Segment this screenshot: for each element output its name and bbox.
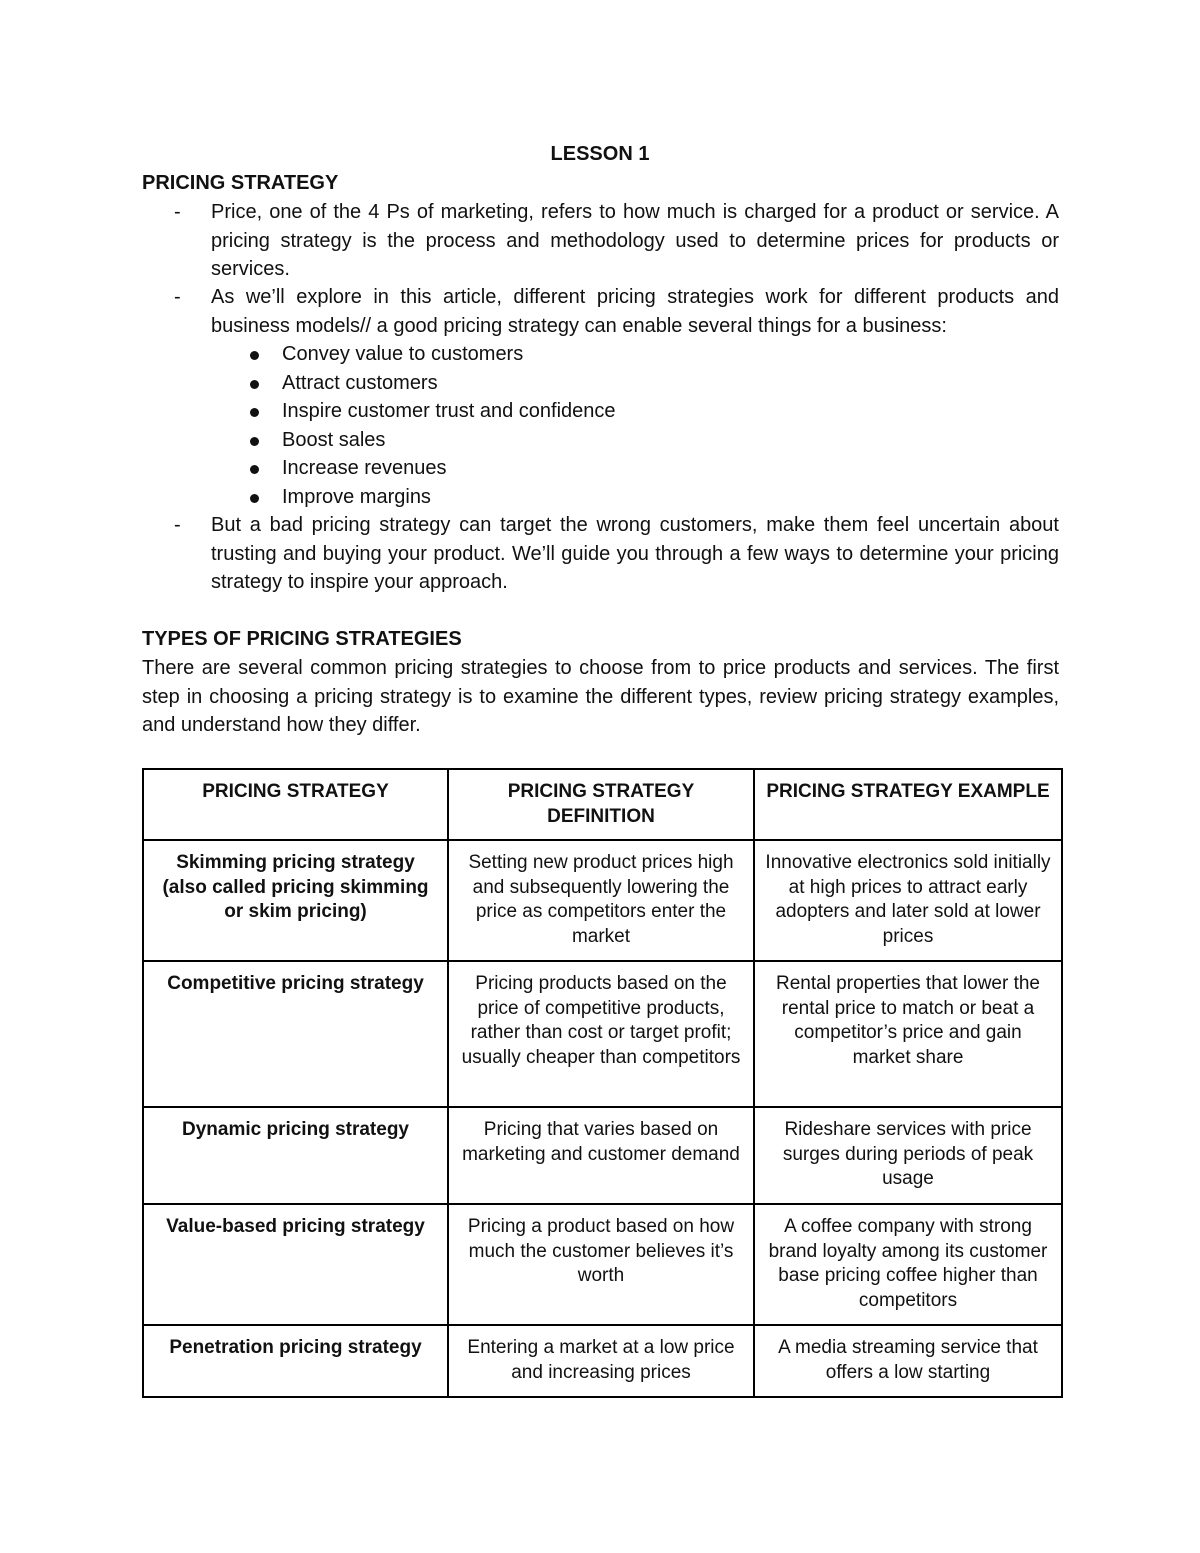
bullet-dot-icon: [250, 380, 259, 389]
dash-item-bad-strategy: [142, 511, 1059, 597]
header-definition: PRICING STRATEGY DEFINITION: [448, 769, 754, 840]
strategy-example-cell: Rideshare services with price surges during periods of peak usage: [754, 1107, 1062, 1204]
dash-marker: -: [174, 201, 181, 223]
bullet-item: [248, 340, 948, 369]
benefits-bullet-list: [248, 340, 948, 512]
bullet-dot-icon: [250, 437, 259, 446]
dash-item-price-definition: [142, 198, 1059, 284]
table-header-row: [143, 769, 1062, 840]
table-row: [143, 961, 1062, 1107]
strategy-example-cell: Rental properties that lower the rental price to match or beat a competitor’s price and gain market share: [754, 961, 1062, 1107]
bullet-item: [248, 369, 948, 398]
bullet-dot-icon: [250, 465, 259, 474]
table-row: [143, 1325, 1062, 1397]
strategy-definition-cell: Setting new product prices high and subsequently lowering the price as competitors enter the market: [448, 840, 754, 961]
strategy-definition-cell: Entering a market at a low price and increasing prices: [448, 1325, 754, 1397]
strategy-definition-cell: Pricing that varies based on marketing and customer demand: [448, 1107, 754, 1204]
types-intro-paragraph: There are several common pricing strategies to choose from to price products and services. The first step in choosing a pricing strategy is to examine the different types, review pricing strategy examples, and understand how they differ.: [142, 657, 1059, 737]
header-strategy: PRICING STRATEGY: [143, 769, 448, 840]
strategy-example-cell: A media streaming service that offers a low starting: [754, 1325, 1062, 1397]
bullet-text: Boost sales: [282, 428, 386, 451]
bullet-text: Increase revenues: [282, 457, 447, 480]
table-row: [143, 840, 1062, 961]
bullet-item: [248, 483, 948, 512]
lesson-title: LESSON 1: [550, 143, 650, 165]
bullet-item: [248, 426, 948, 455]
strategy-name-cell: Penetration pricing strategy: [143, 1325, 448, 1397]
dash-item-benefits-intro: [142, 283, 1059, 340]
bullet-text: Attract customers: [282, 371, 438, 394]
strategy-name-cell: Value-based pricing strategy: [143, 1204, 448, 1325]
strategy-definition-cell: Pricing a product based on how much the customer believes it’s worth: [448, 1204, 754, 1325]
strategy-name-cell: Competitive pricing strategy: [143, 961, 448, 1107]
bullet-dot-icon: [250, 494, 259, 503]
dash-marker: -: [174, 514, 181, 536]
bullet-dot-icon: [250, 408, 259, 417]
bullet-item: [248, 397, 948, 426]
dash-marker: -: [174, 286, 181, 308]
strategy-definition-cell: Pricing products based on the price of competitive products, rather than cost or target profit; usually cheaper than competitors: [448, 961, 754, 1107]
bullet-dot-icon: [250, 351, 259, 360]
table-row: [143, 1107, 1062, 1204]
strategy-example-cell: Innovative electronics sold initially at high prices to attract early adopters and later sold at lower prices: [754, 840, 1062, 961]
strategy-name-cell: Skimming pricing strategy (also called pricing skimming or skim pricing): [143, 840, 448, 961]
bullet-text: Convey value to customers: [282, 343, 524, 365]
dash-item-text: But a bad pricing strategy can target the wrong customers, make them feel uncertain about trusting and buying your product. We’ll guide you through a few ways to determine your pricing strategy to inspire your approach.: [211, 514, 1059, 594]
bullet-text: Inspire customer trust and confidence: [282, 400, 616, 423]
dash-item-text: Price, one of the 4 Ps of marketing, refers to how much is charged for a product or service. A pricing strategy is the process and methodology used to determine prices for products or services.: [211, 201, 1059, 281]
section-heading-types: TYPES OF PRICING STRATEGIES: [142, 628, 462, 650]
strategy-example-cell: A coffee company with strong brand loyalty among its customer base pricing coffee higher than competitors: [754, 1204, 1062, 1325]
table-row: [143, 1204, 1062, 1325]
pricing-strategy-table: [142, 768, 1063, 1398]
bullet-text: Improve margins: [282, 485, 431, 508]
dash-item-text: As we’ll explore in this article, different pricing strategies work for different products and business models// a good pricing strategy can enable several things for a business:: [211, 286, 1059, 337]
strategy-name-cell: Dynamic pricing strategy: [143, 1107, 448, 1204]
section-heading-pricing-strategy: PRICING STRATEGY: [142, 172, 339, 194]
bullet-item: [248, 454, 948, 483]
header-example: PRICING STRATEGY EXAMPLE: [754, 769, 1062, 840]
